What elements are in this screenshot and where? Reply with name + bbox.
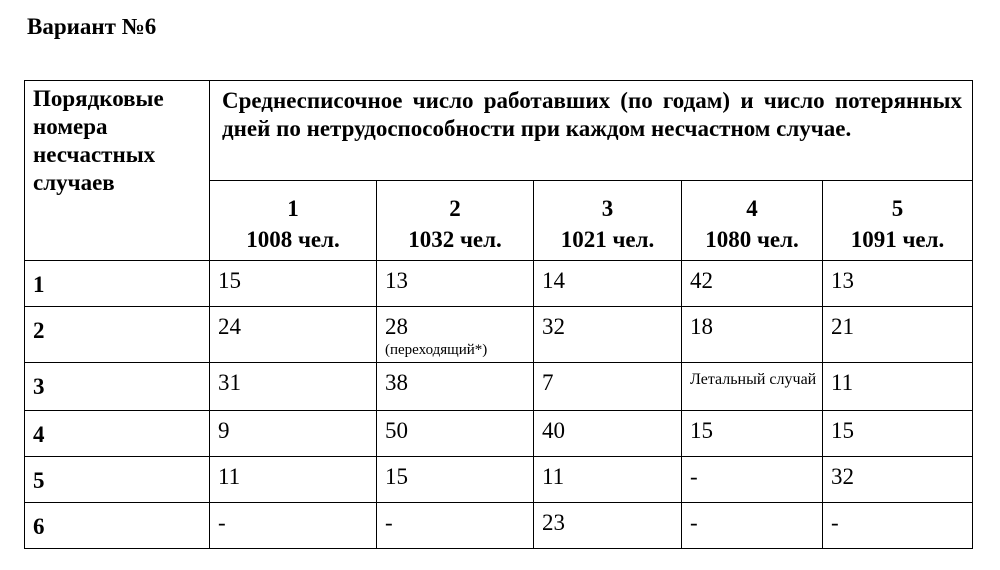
main-header: Среднесписочное число работавших (по годам) и число потерянных дней по нетрудоспособности при каждом несчастном случае. <box>210 81 973 181</box>
table-cell: 38 <box>377 363 534 411</box>
column-header: 1 1008 чел. <box>210 181 377 261</box>
table-cell: 15 <box>377 457 534 503</box>
table-row <box>25 411 973 457</box>
table-cell: 24 <box>210 307 377 363</box>
table-cell: 13 <box>377 261 534 307</box>
table-cell: 42 <box>682 261 823 307</box>
table-cell: 14 <box>534 261 682 307</box>
table-cell <box>377 307 534 363</box>
table-cell: 11 <box>210 457 377 503</box>
table-row <box>25 503 973 549</box>
row-number: 6 <box>25 503 210 549</box>
page-title: Вариант №6 <box>27 14 157 39</box>
column-header: 5 1091 чел. <box>823 181 973 261</box>
table-cell: 15 <box>210 261 377 307</box>
row-number: 3 <box>25 363 210 411</box>
table-cell: - <box>377 503 534 549</box>
cell-value: Летальный случай <box>690 371 817 388</box>
table-cell: 15 <box>682 411 823 457</box>
table-row <box>25 457 973 503</box>
table-cell: 32 <box>823 457 973 503</box>
table-cell: - <box>682 503 823 549</box>
table-cell: 9 <box>210 411 377 457</box>
table-cell: 11 <box>823 363 973 411</box>
table-cell: 31 <box>210 363 377 411</box>
table-cell: 23 <box>534 503 682 549</box>
row-number: 2 <box>25 307 210 363</box>
data-table <box>24 80 973 549</box>
table-cell: 50 <box>377 411 534 457</box>
cell-value: 28 <box>385 314 408 339</box>
table-cell: - <box>682 457 823 503</box>
table-cell: 32 <box>534 307 682 363</box>
table-cell: 40 <box>534 411 682 457</box>
table-row <box>25 363 973 411</box>
table-cell: - <box>210 503 377 549</box>
cell-note: (переходящий*) <box>385 341 488 358</box>
row-number-header: Порядковые номера несчастных случаев <box>25 81 210 261</box>
table-cell: 13 <box>823 261 973 307</box>
column-header: 3 1021 чел. <box>534 181 682 261</box>
table-cell: 18 <box>682 307 823 363</box>
row-number: 5 <box>25 457 210 503</box>
table-row <box>25 307 973 363</box>
table-row <box>25 261 973 307</box>
table-cell: - <box>823 503 973 549</box>
row-number: 1 <box>25 261 210 307</box>
row-number: 4 <box>25 411 210 457</box>
table-cell <box>682 363 823 411</box>
table-cell: 21 <box>823 307 973 363</box>
column-header: 2 1032 чел. <box>377 181 534 261</box>
column-header: 4 1080 чел. <box>682 181 823 261</box>
table-cell: 15 <box>823 411 973 457</box>
table-cell: 11 <box>534 457 682 503</box>
table-cell: 7 <box>534 363 682 411</box>
